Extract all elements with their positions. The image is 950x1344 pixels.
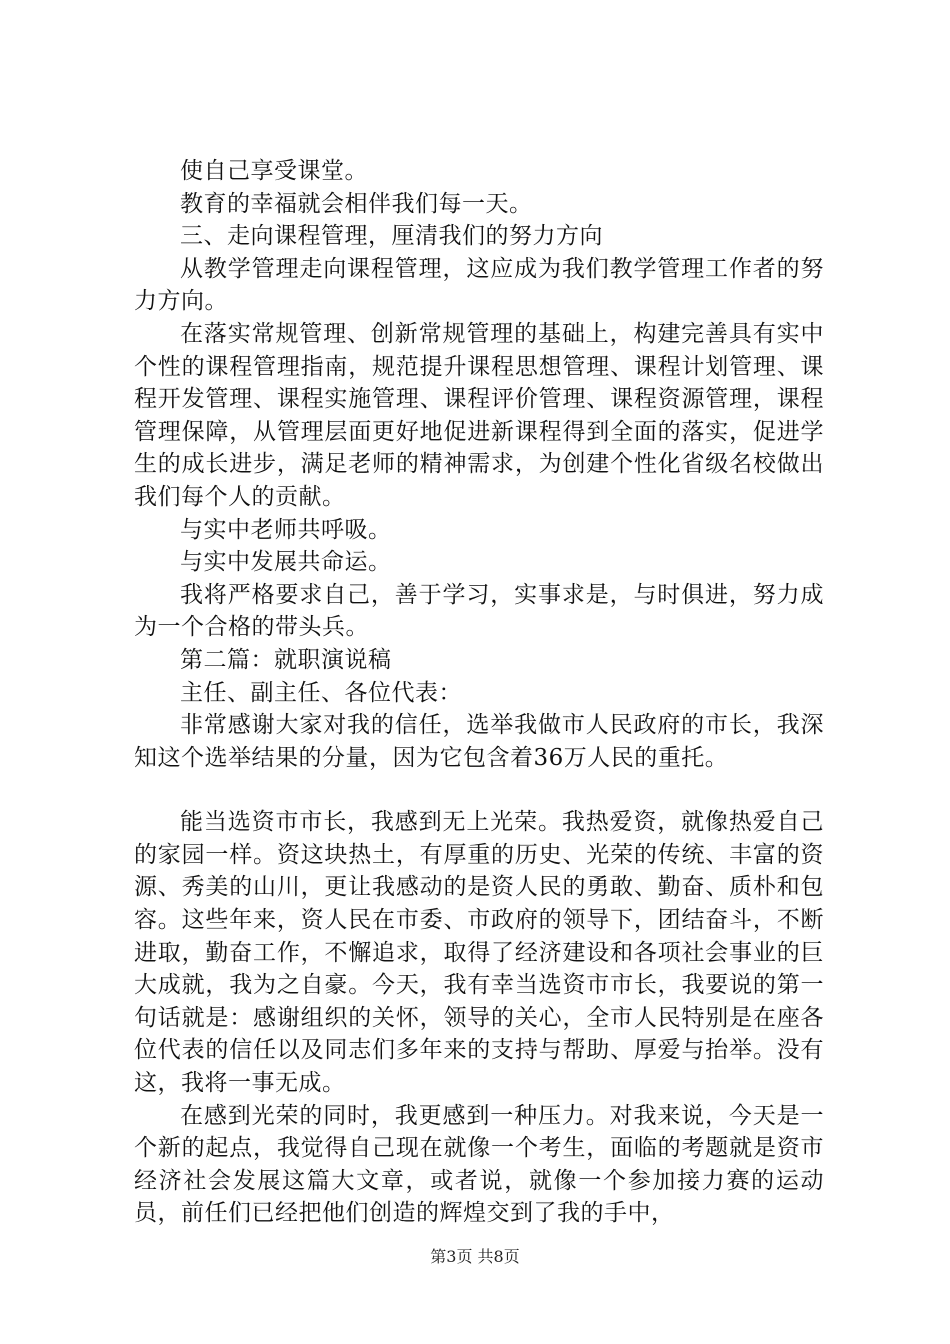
paragraph: 在感到光荣的同时，我更感到一种压力。对我来说，今天是一个新的起点，我觉得自己现在就像一个考生，面临的考题就是资市经济社会发展这篇大文章，或者说，就像一个参加接力赛的运动员，前任们已经把他们创造的辉煌交到了我的手中，	[134, 1102, 824, 1227]
section-heading: 三、走向课程管理，厘清我们的努力方向	[180, 223, 603, 250]
paragraph: 在落实常规管理、创新常规管理的基础上，构建完善具有实中个性的课程管理指南，规范提升课程思想管理、课程计划管理、课程开发管理、课程实施管理、课程评价管理、课程资源管理，课程管理保障，从管理层面更好地促进新课程得到全面的落实，促进学生的成长进步，满足老师的精神需求，为创建个性化省级名校做出我们每个人的贡献。	[134, 320, 824, 510]
paragraph: 非常感谢大家对我的信任，选举我做市人民政府的市长，我深知这个选举结果的分量，因为它包含着36万人民的重托。	[134, 712, 824, 771]
salutation: 主任、副主任、各位代表：	[180, 679, 462, 706]
paragraph: 教育的幸福就会相伴我们每一天。	[180, 190, 533, 217]
paragraph: 从教学管理走向课程管理，这应成为我们教学管理工作者的努力方向。	[134, 255, 824, 315]
paragraph: 使自己享受课堂。	[180, 158, 368, 184]
paragraph: 我将严格要求自己，善于学习，实事求是，与时俱进，努力成为一个合格的带头兵。	[134, 581, 824, 641]
paragraph: 与实中发展共命运。	[180, 549, 392, 576]
paragraph: 能当选资市市长，我感到无上光荣。我热爱资，就像热爱自己的家园一样。资这块热土，有厚重的历史、光荣的传统、丰富的资源、秀美的山川，更让我感动的是资人民的勇敢、勤奋、质朴和包容。这些年来，资人民在市委、市政府的领导下，团结奋斗，不断进取，勤奋工作，不懈追求，取得了经济建设和各项社会事业的巨大成就，我为之自豪。今天，我有幸当选资市市长，我要说的第一句话就是：感谢组织的关怀，领导的关心，全市人民特别是在座各位代表的信任以及同志们多年来的支持与帮助、厚爱与抬举。没有这，我将一事无成。	[134, 809, 824, 1097]
chapter-heading: 第二篇：就职演说稿	[180, 646, 392, 673]
document-body	[134, 155, 824, 1230]
paragraph: 与实中老师共呼吸。	[180, 516, 392, 543]
page-footer: 第3页 共8页	[430, 1247, 520, 1266]
